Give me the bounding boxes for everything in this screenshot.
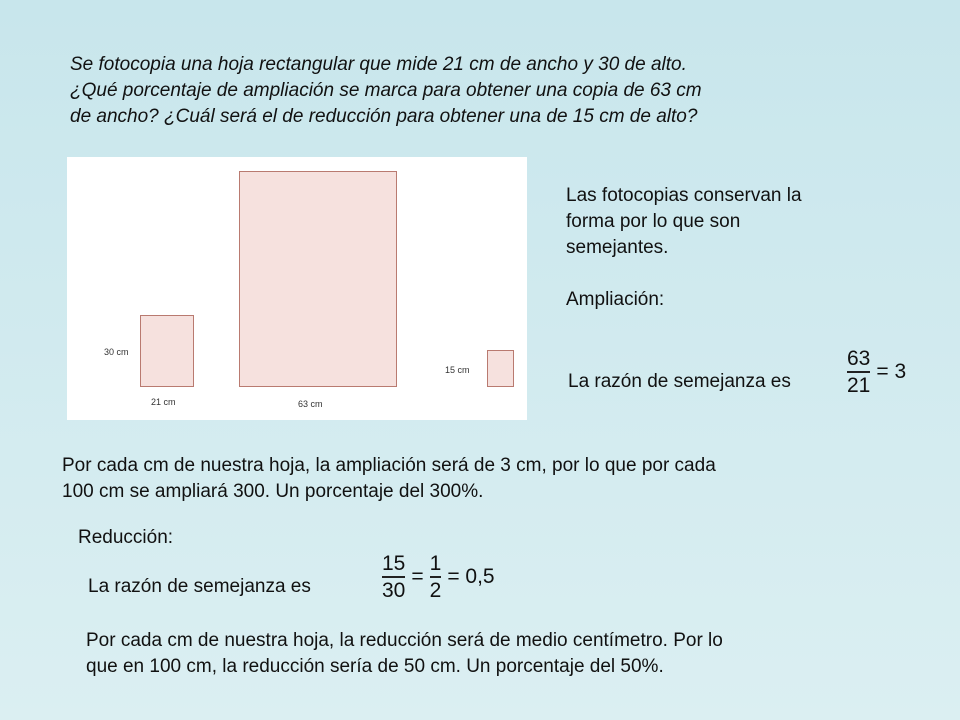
rectangles-figure <box>67 157 527 420</box>
problem-line-2: ¿Qué porcentaje de ampliación se marca para obtener una copia de 63 cm <box>70 80 702 101</box>
note-line-1: Las fotocopias conservan la <box>566 185 802 206</box>
equals-sign: = <box>411 565 424 588</box>
note-line-2: forma por lo que son <box>566 211 741 232</box>
fraction-numerator: 63 <box>847 347 871 370</box>
tiny-rectangle <box>487 350 514 387</box>
fraction-63-21 <box>847 348 870 396</box>
fraction-numerator: 1 <box>429 552 442 575</box>
fraction-15-30 <box>382 553 405 601</box>
tiny-height-label: 15 cm <box>445 365 470 375</box>
fraction-bar <box>430 576 442 578</box>
reduccion-explanation <box>86 628 936 680</box>
fraction-denominator: 21 <box>847 374 871 397</box>
ampliacion-heading: Ampliación: <box>566 289 665 310</box>
reduccion-ratio-formula <box>382 553 495 601</box>
similarity-note <box>566 183 896 261</box>
problem-line-1: Se fotocopia una hoja rectangular que mide 21 cm de ancho y 30 de alto. <box>70 54 687 75</box>
small-rectangle <box>140 315 194 387</box>
reduccion-heading: Reducción: <box>78 527 174 548</box>
ampliacion-ratio-label: La razón de semejanza es <box>568 371 791 392</box>
reduccion-ratio-label: La razón de semejanza es <box>88 576 311 597</box>
ampliacion-line-1: Por cada cm de nuestra hoja, la ampliación será de 3 cm, por lo que por cada <box>62 455 716 476</box>
small-width-label: 21 cm <box>151 397 176 407</box>
note-line-3: semejantes. <box>566 237 669 258</box>
fraction-1-2 <box>430 553 442 601</box>
fraction-numerator: 15 <box>382 552 406 575</box>
reduccion-line-1: Por cada cm de nuestra hoja, la reducción será de medio centímetro. Por lo <box>86 630 723 651</box>
fraction-denominator: 2 <box>429 579 442 602</box>
ampliacion-ratio-formula <box>847 348 906 396</box>
ampliacion-explanation <box>62 453 922 505</box>
ampliacion-result: = 3 <box>876 360 907 383</box>
fraction-bar <box>847 371 870 373</box>
fraction-bar <box>382 576 405 578</box>
large-width-label: 63 cm <box>298 399 323 409</box>
fraction-denominator: 30 <box>382 579 406 602</box>
reduccion-line-2: que en 100 cm, la reducción sería de 50 cm. Un porcentaje del 50%. <box>86 656 664 677</box>
problem-line-3: de ancho? ¿Cuál será el de reducción para obtener una de 15 cm de alto? <box>70 106 698 127</box>
ampliacion-line-2: 100 cm se ampliará 300. Un porcentaje del 300%. <box>62 481 484 502</box>
large-rectangle <box>239 171 397 387</box>
reduccion-result: = 0,5 <box>447 565 495 588</box>
problem-statement <box>70 52 890 130</box>
small-height-label: 30 cm <box>104 347 129 357</box>
